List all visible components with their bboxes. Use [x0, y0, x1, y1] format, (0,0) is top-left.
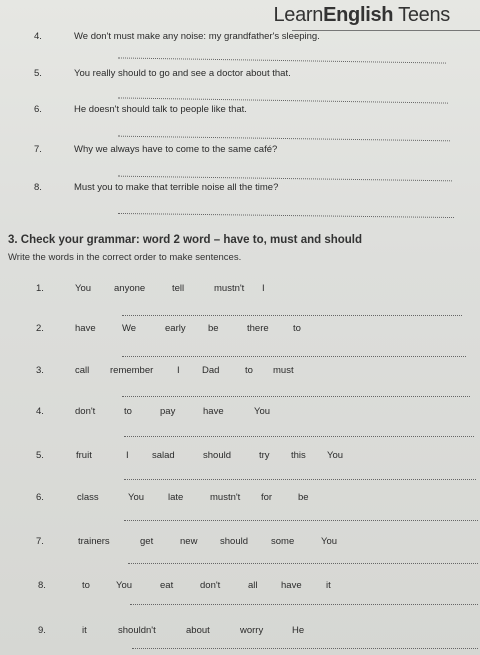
header-rule [292, 30, 480, 31]
row-number: 1. [36, 283, 44, 294]
word-tile: You [327, 450, 344, 461]
word-tile: class [77, 492, 99, 503]
word-tile: You [116, 580, 133, 591]
brand-logo [273, 4, 450, 27]
row-number: 9. [38, 625, 46, 636]
answer-line[interactable] [122, 396, 470, 397]
word-tile: to [293, 323, 301, 334]
item-sentence: He doesn't should talk to people like that. [74, 104, 247, 115]
answer-line[interactable] [124, 520, 478, 521]
item-number: 6. [34, 104, 42, 115]
word-tile: it [326, 580, 331, 591]
word-tile: call [75, 365, 90, 376]
brand-teens: Teens [393, 4, 450, 26]
word-tile: don't [75, 406, 96, 417]
word-tile: have [203, 406, 224, 417]
word-tile: have [281, 580, 302, 591]
section-title: 3. Check your grammar: word 2 word – have to, must and should [8, 234, 363, 246]
answer-line[interactable] [118, 97, 448, 103]
word-tile: I [126, 450, 129, 461]
word-tile: some [271, 536, 295, 547]
brand-english: English [323, 4, 394, 26]
word-tile: get [140, 536, 154, 547]
word-tile: there [247, 323, 269, 334]
word-tile: don't [200, 580, 221, 591]
row-number: 2. [36, 323, 44, 334]
item-sentence: Must you to make that terrible noise all the time? [74, 182, 279, 193]
word-tile: late [168, 492, 184, 503]
word-tile: tell [172, 283, 185, 294]
answer-line[interactable] [132, 648, 478, 649]
word-tile: it [82, 625, 87, 636]
row-number: 3. [36, 365, 44, 376]
word-tile: be [208, 323, 219, 334]
word-tile: trainers [78, 536, 110, 547]
word-tile: new [180, 536, 198, 547]
word-tile: must [273, 365, 294, 376]
answer-line[interactable] [118, 57, 446, 63]
row-number: 6. [36, 492, 44, 503]
word-tile: have [75, 323, 96, 334]
word-tile: to [82, 580, 90, 591]
item-number: 4. [34, 31, 42, 42]
word-tile: all [248, 580, 258, 591]
word-tile: this [291, 450, 306, 461]
word-tile: I [177, 365, 180, 376]
row-number: 7. [36, 536, 44, 547]
word-tile: You [321, 536, 338, 547]
word-tile: early [165, 323, 186, 334]
word-tile: pay [160, 406, 176, 417]
answer-line[interactable] [118, 176, 452, 182]
word-tile: I [262, 283, 265, 294]
answer-line[interactable] [118, 136, 450, 142]
answer-line[interactable] [130, 604, 478, 605]
row-number: 8. [38, 580, 46, 591]
answer-line[interactable] [122, 315, 462, 316]
word-tile: should [220, 536, 248, 547]
word-tile: You [75, 283, 92, 294]
row-number: 4. [36, 406, 44, 417]
word-tile: fruit [76, 450, 92, 461]
word-tile: salad [152, 450, 175, 461]
word-tile: to [245, 365, 253, 376]
brand-learn: Learn [273, 4, 324, 26]
item-sentence: You really should to go and see a doctor about that. [74, 68, 291, 79]
answer-line[interactable] [118, 213, 454, 218]
word-tile: eat [160, 580, 174, 591]
word-tile: Dad [202, 365, 220, 376]
word-tile: You [254, 406, 271, 417]
word-tile: should [203, 450, 231, 461]
answer-line[interactable] [128, 563, 478, 564]
word-tile: to [124, 406, 132, 417]
item-number: 5. [34, 68, 42, 79]
row-number: 5. [36, 450, 44, 461]
item-sentence: Why we always have to come to the same café? [74, 144, 278, 155]
item-number: 7. [34, 144, 42, 155]
word-tile: mustn't [210, 492, 241, 503]
word-tile: mustn't [214, 283, 245, 294]
answer-line[interactable] [124, 479, 476, 480]
word-tile: worry [240, 625, 264, 636]
word-tile: anyone [114, 283, 146, 294]
item-sentence: We don't must make any noise: my grandfather's sleeping. [74, 31, 320, 42]
word-tile: You [128, 492, 145, 503]
word-tile: shouldn't [118, 625, 156, 636]
section-instruction: Write the words in the correct order to make sentences. [8, 252, 242, 263]
word-tile: He [292, 625, 305, 636]
word-tile: We [122, 323, 137, 334]
word-tile: about [186, 625, 210, 636]
word-tile: be [298, 492, 309, 503]
word-tile: for [261, 492, 273, 503]
item-number: 8. [34, 182, 42, 193]
answer-line[interactable] [122, 356, 466, 357]
word-tile: remember [110, 365, 154, 376]
answer-line[interactable] [124, 436, 474, 437]
word-tile: try [259, 450, 270, 461]
